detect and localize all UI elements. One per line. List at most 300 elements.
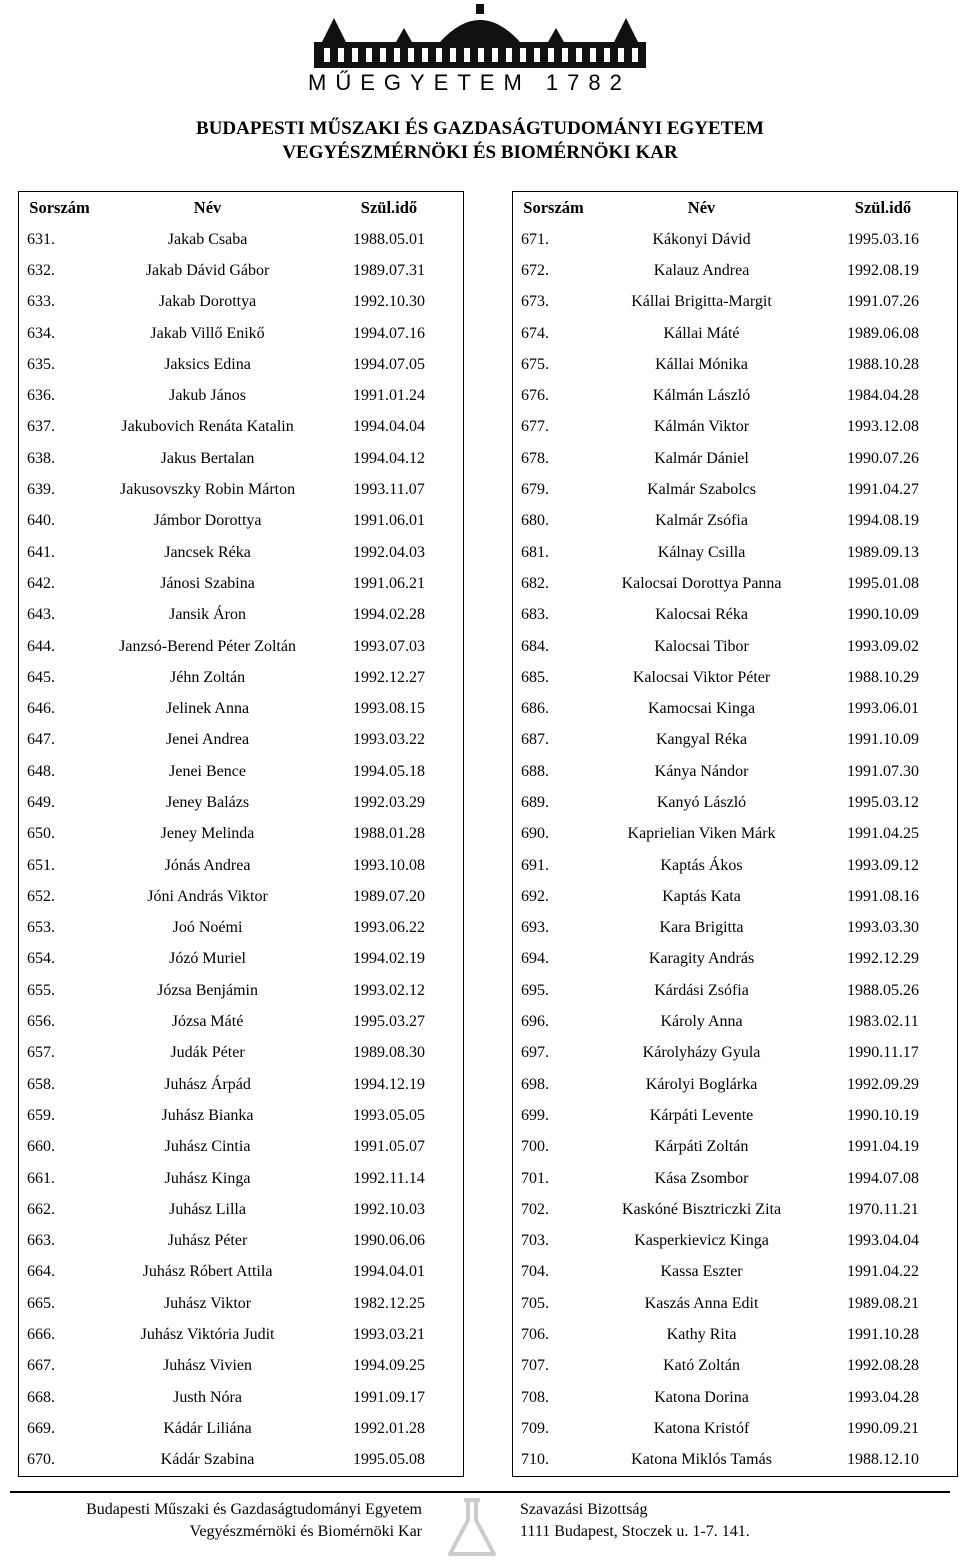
row-number: 683.	[521, 606, 549, 624]
row-birthdate: 1991.05.07	[352, 1138, 425, 1156]
row-birthdate: 1990.11.17	[847, 1044, 919, 1062]
row-birthdate: 1990.10.19	[846, 1106, 919, 1124]
row-birthdate: 1988.05.01	[352, 230, 425, 248]
table-row	[19, 1351, 464, 1382]
table-row	[513, 255, 958, 286]
row-birthdate: 1989.08.30	[352, 1044, 425, 1062]
row-birthdate: 1994.07.08	[846, 1169, 919, 1187]
table-row	[19, 1382, 464, 1413]
row-number: 641.	[27, 543, 55, 561]
row-name: Katona Dorina	[654, 1388, 749, 1406]
table-row	[19, 1226, 464, 1257]
footer-divider	[10, 1491, 950, 1493]
row-name: Jánosi Szabina	[160, 574, 255, 592]
row-birthdate: 1993.11.07	[353, 481, 425, 499]
table-row	[19, 412, 464, 443]
row-birthdate: 1994.07.16	[352, 324, 425, 342]
row-name: Kassa Eszter	[660, 1263, 743, 1281]
row-number: 654.	[27, 950, 55, 968]
table-row	[513, 881, 958, 912]
row-birthdate: 1991.08.16	[846, 887, 919, 905]
row-number: 644.	[27, 637, 55, 655]
row-birthdate: 1991.09.17	[352, 1388, 425, 1406]
table-row	[19, 1006, 464, 1037]
row-name: Juhász Péter	[167, 1232, 248, 1250]
row-number: 703.	[521, 1232, 549, 1250]
table-row	[513, 224, 958, 255]
row-birthdate: 1992.09.29	[846, 1075, 919, 1093]
row-birthdate: 1994.02.28	[352, 606, 425, 624]
row-number: 696.	[521, 1013, 549, 1031]
row-name: Jakab Csaba	[167, 230, 248, 248]
row-name: Juhász Árpád	[164, 1075, 251, 1093]
row-birthdate: 1994.04.01	[352, 1263, 425, 1281]
row-name: Józó Muriel	[169, 950, 246, 968]
row-name: Kálmán Viktor	[653, 418, 750, 436]
row-number: 695.	[521, 981, 549, 999]
row-birthdate: 1991.07.30	[846, 762, 919, 780]
row-birthdate: 1994.09.25	[352, 1357, 425, 1375]
row-number: 643.	[27, 606, 55, 624]
row-birthdate: 1983.02.11	[847, 1013, 919, 1031]
university-title: BUDAPESTI MŰSZAKI ÉS GAZDASÁGTUDOMÁNYI EGYETEM	[196, 118, 764, 139]
row-birthdate: 1992.10.03	[352, 1200, 425, 1218]
row-number: 680.	[521, 512, 549, 530]
row-number: 694.	[521, 950, 549, 968]
row-number: 688.	[521, 762, 549, 780]
row-name: Kállai Máté	[663, 324, 740, 342]
row-name: Jéhn Zoltán	[169, 668, 246, 686]
row-birthdate: 1989.09.13	[846, 543, 919, 561]
row-name: Joó Noémi	[172, 919, 243, 937]
row-number: 673.	[521, 293, 549, 311]
table-row	[513, 318, 958, 349]
row-name: Jónás Andrea	[164, 856, 251, 874]
table-row	[513, 1038, 958, 1069]
table-row	[19, 787, 464, 818]
row-number: 698.	[521, 1075, 549, 1093]
table-row	[513, 1413, 958, 1444]
table-row	[513, 1257, 958, 1288]
table-row	[513, 756, 958, 787]
row-number: 675.	[521, 355, 549, 373]
row-number: 692.	[521, 887, 549, 905]
table-row	[19, 725, 464, 756]
row-birthdate: 1991.04.19	[846, 1138, 919, 1156]
row-number: 684.	[521, 637, 549, 655]
table-header-row	[19, 192, 464, 225]
table-row	[19, 1413, 464, 1444]
table-row	[513, 287, 958, 318]
row-name: Juhász Kinga	[164, 1169, 251, 1187]
row-number: 634.	[27, 324, 55, 342]
row-birthdate: 1991.04.22	[846, 1263, 919, 1281]
row-name: Kalmár Szabolcs	[647, 481, 756, 499]
row-number: 640.	[27, 512, 55, 530]
footer-address: 1111 Budapest, Stoczek u. 1-7. 141.	[520, 1523, 750, 1540]
table-row	[513, 662, 958, 693]
row-number: 677.	[521, 418, 549, 436]
table-row	[513, 850, 958, 881]
row-birthdate: 1991.10.09	[846, 731, 919, 749]
row-birthdate: 1988.12.10	[846, 1451, 919, 1469]
table-row	[19, 662, 464, 693]
column-header-name: Név	[193, 198, 222, 217]
table-row	[513, 1445, 958, 1477]
row-number: 685.	[521, 668, 549, 686]
row-name: Kalocsai Dorottya Panna	[621, 574, 782, 592]
row-birthdate: 1995.03.27	[352, 1013, 425, 1031]
row-name: Jakab Dorottya	[158, 293, 257, 311]
row-name: Jaksics Edina	[164, 355, 251, 373]
row-name: Kamocsai Kinga	[648, 700, 756, 718]
row-number: 664.	[27, 1263, 55, 1281]
table-row	[513, 913, 958, 944]
row-number: 642.	[27, 574, 55, 592]
row-birthdate: 1993.06.01	[846, 700, 919, 718]
row-birthdate: 1995.01.08	[846, 574, 919, 592]
row-name: Kálnay Csilla	[657, 543, 746, 561]
row-birthdate: 1993.03.22	[352, 731, 425, 749]
row-birthdate: 1993.07.03	[352, 637, 425, 655]
flask-icon	[440, 1496, 504, 1560]
row-birthdate: 1992.03.29	[352, 793, 425, 811]
row-name: Kádár Liliána	[163, 1419, 252, 1437]
column-header-name: Név	[687, 198, 716, 217]
table-row	[19, 1038, 464, 1069]
row-number: 666.	[27, 1326, 55, 1344]
row-name: Kalocsai Réka	[655, 606, 748, 624]
row-birthdate: 1991.10.28	[846, 1326, 919, 1344]
row-birthdate: 1991.01.24	[352, 387, 425, 405]
row-name: Kalmár Zsófia	[655, 512, 748, 530]
row-birthdate: 1995.03.12	[846, 793, 919, 811]
footer-institution	[38, 1499, 422, 1543]
table-row	[513, 693, 958, 724]
table-row	[19, 568, 464, 599]
row-name: Katona Miklós Tamás	[631, 1451, 772, 1469]
table-row	[513, 725, 958, 756]
row-name: Jakusovszky Robin Márton	[119, 481, 296, 499]
row-number: 658.	[27, 1075, 55, 1093]
row-name: Kaskóné Bisztriczki Zita	[622, 1200, 782, 1218]
row-number: 657.	[27, 1044, 55, 1062]
row-birthdate: 1994.12.19	[352, 1075, 425, 1093]
row-name: Kalmár Dániel	[654, 449, 749, 467]
table-row	[19, 913, 464, 944]
row-number: 660.	[27, 1138, 55, 1156]
row-number: 691.	[521, 856, 549, 874]
row-name: Kárpáti Levente	[649, 1106, 754, 1124]
row-number: 635.	[27, 355, 55, 373]
row-birthdate: 1991.04.27	[846, 481, 919, 499]
row-number: 674.	[521, 324, 549, 342]
logo-wordmark: MŰEGYETEM 1782	[308, 70, 631, 95]
row-number: 707.	[521, 1357, 549, 1375]
row-name: Józsa Máté	[171, 1013, 244, 1031]
row-name: Kara Brigitta	[659, 919, 744, 937]
row-name: Kárpáti Zoltán	[654, 1138, 749, 1156]
row-name: Katona Kristóf	[653, 1419, 750, 1437]
row-birthdate: 1992.01.28	[352, 1419, 425, 1437]
row-birthdate: 1993.04.04	[846, 1232, 919, 1250]
row-number: 645.	[27, 668, 55, 686]
row-number: 637.	[27, 418, 55, 436]
table-row	[19, 443, 464, 474]
row-name: Kálmán László	[652, 387, 751, 405]
row-name: Juhász Viktor	[163, 1294, 252, 1312]
row-number: 676.	[521, 387, 549, 405]
table-row	[19, 944, 464, 975]
row-number: 700.	[521, 1138, 549, 1156]
row-number: 648.	[27, 762, 55, 780]
row-number: 661.	[27, 1169, 55, 1187]
row-birthdate: 1990.06.06	[352, 1232, 425, 1250]
row-name: Károlyházy Gyula	[642, 1044, 761, 1062]
column-header-no: Sorszám	[29, 198, 90, 217]
row-number: 669.	[27, 1419, 55, 1437]
row-number: 667.	[27, 1357, 55, 1375]
row-birthdate: 1993.06.22	[352, 919, 425, 937]
row-birthdate: 1993.03.21	[352, 1326, 425, 1344]
row-number: 701.	[521, 1169, 549, 1187]
table-row	[513, 787, 958, 818]
row-name: Kádár Szabina	[160, 1451, 255, 1469]
row-name: Kása Zsombor	[654, 1169, 749, 1187]
row-number: 647.	[27, 731, 55, 749]
row-birthdate: 1989.06.08	[846, 324, 919, 342]
row-name: Kállai Brigitta-Margit	[631, 293, 772, 311]
row-name: Kanyó László	[656, 793, 747, 811]
table-row	[513, 1226, 958, 1257]
row-number: 672.	[521, 261, 549, 279]
row-birthdate: 1994.07.05	[352, 355, 425, 373]
row-number: 699.	[521, 1106, 549, 1124]
row-birthdate: 1990.10.09	[846, 606, 919, 624]
row-name: Kalauz Andrea	[653, 261, 750, 279]
table-row	[513, 1069, 958, 1100]
row-name: Kánya Nándor	[654, 762, 749, 780]
table-row	[513, 944, 958, 975]
table-row	[513, 443, 958, 474]
table-row	[19, 1163, 464, 1194]
row-number: 653.	[27, 919, 55, 937]
row-name: Jakub János	[169, 387, 246, 405]
row-name: Józsa Benjámin	[157, 981, 258, 999]
row-number: 682.	[521, 574, 549, 592]
table-row	[513, 1382, 958, 1413]
table-row	[19, 255, 464, 286]
row-birthdate: 1991.06.01	[352, 512, 425, 530]
row-birthdate: 1988.10.29	[846, 668, 919, 686]
row-name: Jakab Villő Enikő	[150, 324, 265, 342]
row-number: 704.	[521, 1263, 549, 1281]
row-number: 656.	[27, 1013, 55, 1031]
table-row	[19, 881, 464, 912]
row-name: Kaptás Kata	[662, 887, 741, 905]
table-row	[513, 1351, 958, 1382]
voter-table-right	[512, 191, 958, 1477]
table-row	[513, 568, 958, 599]
row-name: Jelinek Anna	[165, 700, 250, 718]
table-row	[513, 1100, 958, 1131]
table-row	[19, 1319, 464, 1350]
table-row	[19, 380, 464, 411]
row-number: 706.	[521, 1326, 549, 1344]
table-row	[19, 756, 464, 787]
row-number: 679.	[521, 481, 549, 499]
row-number: 655.	[27, 981, 55, 999]
row-name: Jansik Áron	[169, 606, 246, 624]
row-birthdate: 1992.12.29	[846, 950, 919, 968]
row-name: Jakubovich Renáta Katalin	[121, 418, 294, 436]
row-name: Janzsó-Berend Péter Zoltán	[119, 637, 296, 655]
row-birthdate: 1994.02.19	[352, 950, 425, 968]
row-birthdate: 1993.05.05	[352, 1106, 425, 1124]
row-birthdate: 1991.04.25	[846, 825, 919, 843]
row-name: Kalocsai Viktor Péter	[632, 668, 771, 686]
row-name: Kaptás Ákos	[660, 856, 743, 874]
row-birthdate: 1991.06.21	[352, 574, 425, 592]
table-row	[19, 1132, 464, 1163]
table-header-row	[513, 192, 958, 225]
row-number: 663.	[27, 1232, 55, 1250]
row-number: 709.	[521, 1419, 549, 1437]
row-number: 632.	[27, 261, 55, 279]
table-row	[19, 819, 464, 850]
row-number: 638.	[27, 449, 55, 467]
row-number: 681.	[521, 543, 549, 561]
row-name: Jeney Balázs	[166, 793, 250, 811]
table-row	[513, 1319, 958, 1350]
row-birthdate: 1970.11.21	[847, 1200, 919, 1218]
row-birthdate: 1988.10.28	[846, 355, 919, 373]
table-row	[513, 1163, 958, 1194]
row-number: 646.	[27, 700, 55, 718]
row-birthdate: 1994.04.04	[352, 418, 425, 436]
row-birthdate: 1993.02.12	[352, 981, 425, 999]
row-name: Kaszás Anna Edit	[644, 1294, 759, 1312]
row-number: 697.	[521, 1044, 549, 1062]
voter-table-left	[18, 191, 464, 1477]
row-name: Kárdási Zsófia	[654, 981, 749, 999]
row-name: Jakus Bertalan	[160, 449, 255, 467]
row-birthdate: 1990.07.26	[846, 449, 919, 467]
row-name: Juhász Bianka	[161, 1106, 254, 1124]
row-name: Kathy Rita	[666, 1326, 737, 1344]
table-row	[19, 1288, 464, 1319]
table-row	[513, 474, 958, 505]
row-name: Kató Zoltán	[663, 1357, 740, 1375]
footer-faculty: Vegyészmérnöki és Biomérnöki Kar	[189, 1523, 422, 1540]
row-birthdate: 1993.12.08	[846, 418, 919, 436]
table-row	[513, 600, 958, 631]
row-birthdate: 1989.08.21	[846, 1294, 919, 1312]
row-birthdate: 1993.08.15	[352, 700, 425, 718]
row-birthdate: 1992.10.30	[352, 293, 425, 311]
row-name: Jenei Bence	[169, 762, 246, 780]
table-row	[513, 975, 958, 1006]
row-birthdate: 1988.01.28	[352, 825, 425, 843]
row-name: Justh Nóra	[173, 1388, 242, 1406]
table-row	[513, 631, 958, 662]
row-number: 686.	[521, 700, 549, 718]
row-number: 662.	[27, 1200, 55, 1218]
table-row	[19, 1069, 464, 1100]
table-row	[19, 506, 464, 537]
row-number: 636.	[27, 387, 55, 405]
column-header-date: Szül.idő	[360, 198, 418, 217]
row-number: 693.	[521, 919, 549, 937]
footer-university: Budapesti Műszaki és Gazdaságtudományi Egyetem	[86, 1501, 422, 1518]
row-birthdate: 1988.05.26	[846, 981, 919, 999]
table-row	[513, 1132, 958, 1163]
table-row	[19, 287, 464, 318]
table-row	[513, 506, 958, 537]
table-row	[19, 349, 464, 380]
row-number: 689.	[521, 793, 549, 811]
table-row	[19, 1194, 464, 1225]
row-birthdate: 1982.12.25	[352, 1294, 425, 1312]
row-number: 687.	[521, 731, 549, 749]
row-name: Juhász Viktória Judit	[140, 1326, 275, 1344]
row-number: 631.	[27, 230, 55, 248]
faculty-title: VEGYÉSZMÉRNÖKI ÉS BIOMÉRNÖKI KAR	[282, 142, 678, 163]
row-number: 671.	[521, 230, 549, 248]
row-name: Juhász Róbert Attila	[142, 1263, 273, 1281]
table-row	[19, 693, 464, 724]
row-name: Károlyi Boglárka	[645, 1075, 758, 1093]
row-birthdate: 1994.04.12	[352, 449, 425, 467]
row-name: Kaprielian Viken Márk	[627, 825, 776, 843]
row-name: Judák Péter	[170, 1044, 245, 1062]
column-header-no: Sorszám	[523, 198, 584, 217]
row-number: 659.	[27, 1106, 55, 1124]
footer-committee-name: Szavazási Bizottság	[520, 1501, 648, 1518]
row-number: 702.	[521, 1200, 549, 1218]
row-number: 652.	[27, 887, 55, 905]
row-birthdate: 1994.08.19	[846, 512, 919, 530]
row-name: Kangyal Réka	[656, 731, 748, 749]
table-row	[513, 819, 958, 850]
row-birthdate: 1989.07.20	[352, 887, 425, 905]
row-name: Kasperkievicz Kinga	[634, 1232, 769, 1250]
row-number: 651.	[27, 856, 55, 874]
table-row	[513, 1194, 958, 1225]
row-birthdate: 1993.03.30	[846, 919, 919, 937]
row-number: 668.	[27, 1388, 55, 1406]
row-birthdate: 1992.08.28	[846, 1357, 919, 1375]
row-number: 650.	[27, 825, 55, 843]
row-birthdate: 1995.03.16	[846, 230, 919, 248]
row-name: Jóni András Viktor	[147, 887, 268, 905]
row-name: Juhász Cintia	[164, 1138, 251, 1156]
table-row	[19, 600, 464, 631]
row-name: Károly Anna	[660, 1013, 743, 1031]
row-name: Jámbor Dorottya	[153, 512, 262, 530]
row-birthdate: 1992.12.27	[352, 668, 425, 686]
row-name: Kákonyi Dávid	[652, 230, 751, 248]
row-name: Jenei Andrea	[166, 731, 250, 749]
row-name: Juhász Lilla	[169, 1200, 246, 1218]
table-row	[19, 631, 464, 662]
table-row	[19, 975, 464, 1006]
table-row	[19, 1257, 464, 1288]
table-row	[513, 412, 958, 443]
table-row	[19, 537, 464, 568]
row-number: 665.	[27, 1294, 55, 1312]
row-number: 710.	[521, 1451, 549, 1469]
